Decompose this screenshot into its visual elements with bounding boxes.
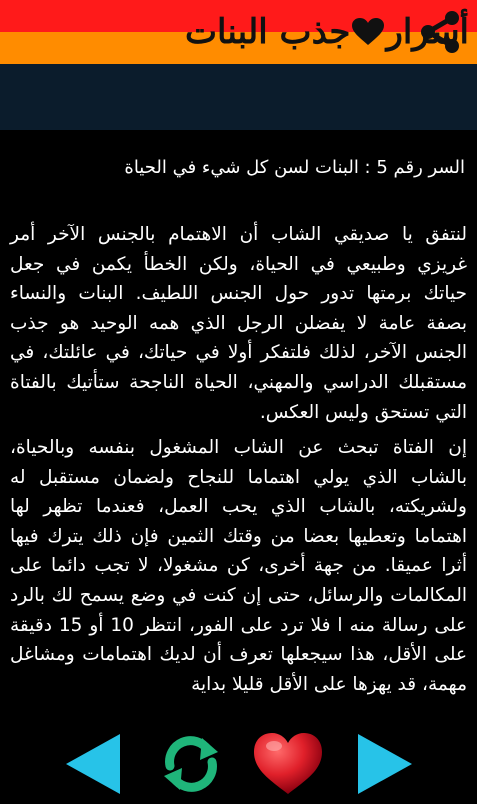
- next-button[interactable]: [352, 728, 418, 800]
- triangle-left-icon: [60, 728, 126, 800]
- previous-button[interactable]: [60, 728, 126, 800]
- app-title: [185, 6, 469, 58]
- app-bar: [0, 0, 477, 64]
- refresh-button[interactable]: [158, 728, 224, 800]
- paragraph-1: لنتفق يا صديقي الشاب أن الاهتمام بالجنس الآخر أمر غريزي وطبيعي في الحياة، ولكن الخطأ يكمن في جعل حياتك برمتها تدور حول الجنس اللطيف. البنات والنساء بصفة عامة لا يفضلن الرجل الذي همه الوحيد هو جذب الجنس الآخر، لذلك فلتفكر أولا في حياتك، في عائلتك، في مستقبلك الدراسي والمهني، الحياة الناجحة ستأتيك بالفتاة التي تستحق وليس العكس.: [10, 224, 467, 423]
- content-area: [0, 130, 477, 730]
- refresh-icon: [158, 728, 224, 800]
- heart-icon: [250, 728, 326, 800]
- heart-icon: [351, 17, 385, 47]
- app-title-part2: جذب البنات: [185, 12, 351, 52]
- ad-banner: [0, 64, 477, 130]
- app-title-part1: أسرار: [386, 12, 469, 52]
- triangle-right-icon: [352, 728, 418, 800]
- paragraph-2: إن الفتاة تبحث عن الشاب المشغول بنفسه وبالحياة، بالشاب الذي يولي اهتماما للنجاح ولضمان مستقبل له ولشريكته، بالشاب الذي يحب العمل، فعندما تظهر لها اهتماما وتعطيها بعضا من وقتك الثمين فإن ذلك يترك فيها أثرا عميقا. من جهة أخرى، كن مشغولا، لا تجب دائما على المكالمات والرسائل، حتى إن كنت في وضع يسمح لك بالرد على رسالة منه ا فلا ترد على الفور، انتظر 10 أو 15 دقيقة على الأقل، هذا سيجعلها تعرف أن لديك اهتمامات ومشاغل مهمة، قد يهزها على الأقل قليلا بداية: [10, 437, 467, 695]
- bottom-nav: [0, 728, 477, 800]
- favorite-button[interactable]: [250, 728, 326, 800]
- secret-title: السر رقم 5 : البنات لسن كل شيء في الحياة: [124, 157, 465, 178]
